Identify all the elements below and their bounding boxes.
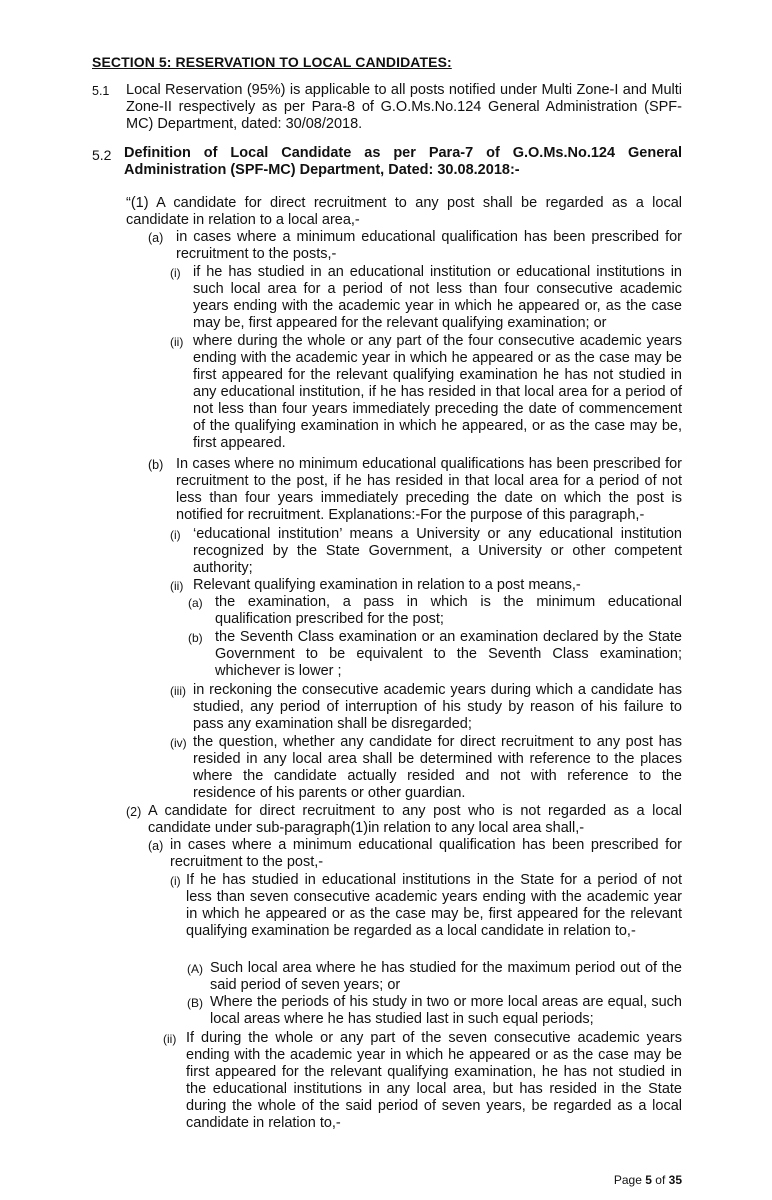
item-b-iii-text: in reckoning the consecutive academic years during which a candidate has studied, any period of interruption of his study by reason of his failure to pass any examination shall be disregarded; xyxy=(193,682,682,732)
item-2-a-i-text: If he has studied in educational institutions in the State for a period of not less than seven consecutive academic years ending with the academic year in which he appeared or as the case may be, first appeared for the relevant qualifying examination be regarded as a local candidate in relation to,- xyxy=(186,872,682,939)
section-heading: SECTION 5: RESERVATION TO LOCAL CANDIDATES: xyxy=(92,54,452,70)
clause-5-1-text: Local Reservation (95%) is applicable to all posts notified under Multi Zone-I and Multi Zone-II respectively as per Para-8 of G.O.Ms.No.124 General Administration (SPF-MC) Department, dated: 30/08/2018. xyxy=(126,82,682,132)
item-b-ii-b-text: the Seventh Class examination or an examination declared by the State Government to be equivalent to the Seventh Class examination; whichever is lower ; xyxy=(215,629,682,679)
item-b-text: In cases where no minimum educational qualifications has been prescribed for recruitment to the post, if he has resided in that local area for a period of not less than four years immediately preceding the date on which the post is notified for recruitment. Explanations:-For the purpose of this paragraph,- xyxy=(176,456,682,523)
item-2-a-i-A-label: (A) xyxy=(187,962,203,976)
item-b-iii-label: (iii) xyxy=(170,684,186,698)
item-2-a-i-B-text: Where the periods of his study in two or more local areas are equal, such local areas where he has studied last in such equal periods; xyxy=(210,994,682,1027)
item-b-label: (b) xyxy=(148,458,164,472)
item-b-i-label: (i) xyxy=(170,528,181,542)
of-word: of xyxy=(655,1173,666,1187)
item-2-a-i-A-text: Such local area where he has studied for the maximum period out of the said period of seven years; or xyxy=(210,960,682,993)
clause-5-2-text: Definition of Local Candidate as per Para-7 of G.O.Ms.No.124 General Administration (SPF-MC) Department, Dated: 30.08.2018:- xyxy=(124,145,682,178)
page-footer xyxy=(614,1173,682,1187)
sub-paragraph-2-text: A candidate for direct recruitment to any post who is not regarded as a local candidate under sub-paragraph(1)in relation to any local area shall,- xyxy=(148,803,682,836)
item-a-i-text: if he has studied in an educational institution or educational institutions in such local area for a period of not less than four consecutive academic years ending with the academic year in which he appeared or, as the case may be, first appeared for the relevant qualifying examination; or xyxy=(193,264,682,331)
sub-paragraph-1-intro: “(1) A candidate for direct recruitment to any post shall be regarded as a local candidate in relation to a local area,- xyxy=(126,195,682,228)
item-2-a-ii-text: If during the whole or any part of the seven consecutive academic years ending with the academic year in which he appeared or as the case may be first appeared for the relevant qualifying examination, he has not studied in the educational institutions in any local area, but has resided in the State during the whole of the said period of seven years, be regarded as a local candidate in relation to,- xyxy=(186,1030,682,1131)
item-b-ii-a-text: the examination, a pass in which is the minimum educational qualification prescribed for the post; xyxy=(215,594,682,627)
page-total: 35 xyxy=(668,1173,682,1187)
item-2-a-i-B-label: (B) xyxy=(187,996,203,1010)
clause-number-5-1: 5.1 xyxy=(92,84,110,98)
page-number: 5 xyxy=(645,1173,652,1187)
page-word: Page xyxy=(613,1173,642,1187)
item-a-ii-label: (ii) xyxy=(170,335,184,349)
item-b-iv-text: the question, whether any candidate for direct recruitment to any post has resided in any local area shall be determined with reference to the places where the candidate actually resided and not with reference to the residence of his parents or other guardian. xyxy=(193,734,682,801)
item-b-i-text: ‘educational institution’ means a University or any educational institution recognized by the State Government, a University or other competent authority; xyxy=(193,526,682,576)
clause-number-5-2: 5.2 xyxy=(92,147,112,163)
item-b-ii-b-label: (b) xyxy=(188,631,203,645)
item-2-a-text: in cases where a minimum educational qualification has been prescribed for recruitment to the post,- xyxy=(170,837,682,870)
item-a-i-label: (i) xyxy=(170,266,181,280)
item-a-ii-text: where during the whole or any part of the four consecutive academic years ending with the academic year in which he appeared or as the case may be first appeared for the relevant qualifying examination he has not studied in any educational institution, if he has resided in that local area for a period of not less than four years immediately preceding the date of commencement of the qualifying examination in which he appeared, or as the case may be, first appeared. xyxy=(193,333,682,451)
item-a-text: in cases where a minimum educational qualification has been prescribed for recruitment to the posts,- xyxy=(176,229,682,262)
item-2-a-label: (a) xyxy=(148,839,164,853)
item-b-ii-a-label: (a) xyxy=(188,596,203,610)
item-b-ii-label: (ii) xyxy=(170,579,184,593)
item-2-a-ii-label: (ii) xyxy=(163,1032,177,1046)
item-2-a-i-label: (i) xyxy=(170,874,181,888)
item-b-ii-text: Relevant qualifying examination in relation to a post means,- xyxy=(193,577,581,593)
sub-paragraph-2-label: (2) xyxy=(126,805,142,819)
item-a-label: (a) xyxy=(148,231,164,245)
item-b-iv-label: (iv) xyxy=(170,736,187,750)
